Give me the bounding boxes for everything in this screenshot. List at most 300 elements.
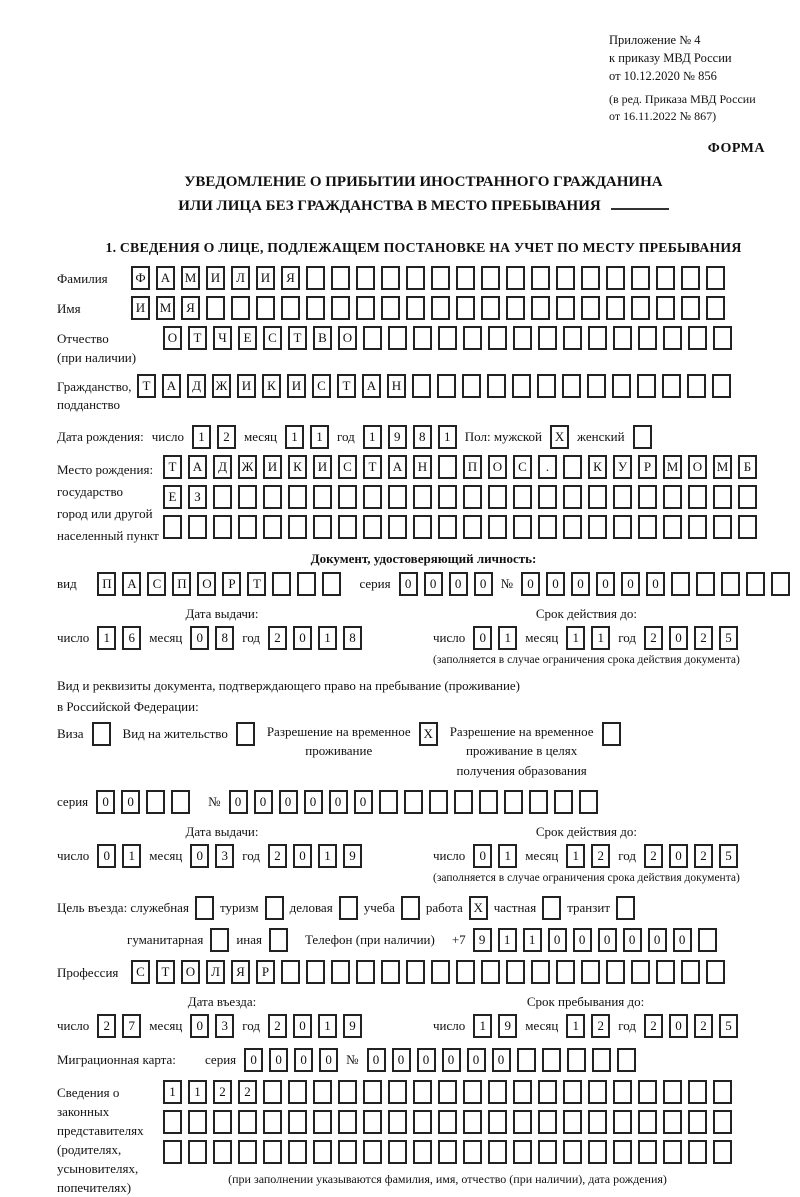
form-cell[interactable]: Ф (131, 266, 150, 290)
form-cell[interactable] (513, 1140, 532, 1164)
form-cell[interactable] (488, 1080, 507, 1104)
form-cell[interactable] (313, 1080, 332, 1104)
form-cell[interactable] (556, 266, 575, 290)
form-cell[interactable] (431, 266, 450, 290)
form-cell[interactable] (338, 515, 357, 539)
form-cell[interactable] (721, 572, 740, 596)
form-cell[interactable]: 1 (318, 626, 337, 650)
form-cell[interactable] (506, 296, 525, 320)
form-cell[interactable]: М (713, 455, 732, 479)
form-cell[interactable] (413, 1110, 432, 1134)
visa-checkbox[interactable] (92, 722, 111, 746)
form-cell[interactable] (713, 326, 732, 350)
form-cell[interactable]: 0 (673, 928, 692, 952)
form-cell[interactable]: 9 (473, 928, 492, 952)
form-cell[interactable]: 1 (363, 425, 382, 449)
form-cell[interactable] (463, 485, 482, 509)
form-cell[interactable]: 1 (498, 928, 517, 952)
form-cell[interactable]: 2 (644, 626, 663, 650)
form-cell[interactable] (413, 1140, 432, 1164)
form-cell[interactable] (463, 326, 482, 350)
form-cell[interactable]: 2 (238, 1080, 257, 1104)
form-cell[interactable]: 0 (474, 572, 493, 596)
form-cell[interactable]: 1 (566, 844, 585, 868)
form-cell[interactable] (671, 572, 690, 596)
form-cell[interactable] (588, 1140, 607, 1164)
form-cell[interactable] (562, 374, 581, 398)
form-cell[interactable] (706, 266, 725, 290)
form-cell[interactable]: Т (363, 455, 382, 479)
form-cell[interactable] (213, 1140, 232, 1164)
form-cell[interactable] (338, 485, 357, 509)
form-cell[interactable]: 0 (424, 572, 443, 596)
form-cell[interactable]: 0 (294, 1048, 313, 1072)
form-cell[interactable] (413, 515, 432, 539)
male-checkbox[interactable]: X (550, 425, 569, 449)
form-cell[interactable] (698, 928, 717, 952)
purpose-study-checkbox[interactable] (401, 896, 420, 920)
form-cell[interactable] (656, 296, 675, 320)
form-cell[interactable] (163, 1140, 182, 1164)
form-cell[interactable] (297, 572, 316, 596)
form-cell[interactable] (363, 515, 382, 539)
form-cell[interactable] (506, 960, 525, 984)
form-cell[interactable]: И (131, 296, 150, 320)
form-cell[interactable] (331, 266, 350, 290)
form-cell[interactable] (488, 515, 507, 539)
form-cell[interactable] (688, 485, 707, 509)
form-cell[interactable]: З (188, 485, 207, 509)
form-cell[interactable]: Я (181, 296, 200, 320)
form-cell[interactable]: С (513, 455, 532, 479)
form-cell[interactable]: 0 (190, 844, 209, 868)
form-cell[interactable] (406, 296, 425, 320)
form-cell[interactable]: 2 (591, 844, 610, 868)
form-cell[interactable] (363, 1110, 382, 1134)
form-cell[interactable] (429, 790, 448, 814)
form-cell[interactable]: 8 (343, 626, 362, 650)
form-cell[interactable]: 0 (367, 1048, 386, 1072)
form-cell[interactable]: К (288, 455, 307, 479)
form-cell[interactable]: 0 (546, 572, 565, 596)
form-cell[interactable]: 0 (648, 928, 667, 952)
form-cell[interactable]: 6 (122, 626, 141, 650)
form-cell[interactable]: 0 (293, 844, 312, 868)
form-cell[interactable] (163, 1110, 182, 1134)
form-cell[interactable] (713, 515, 732, 539)
form-cell[interactable]: 2 (268, 1014, 287, 1038)
form-cell[interactable] (288, 1080, 307, 1104)
form-cell[interactable] (438, 515, 457, 539)
form-cell[interactable] (206, 296, 225, 320)
form-cell[interactable]: С (312, 374, 331, 398)
form-cell[interactable]: 0 (304, 790, 323, 814)
form-cell[interactable] (263, 515, 282, 539)
form-cell[interactable]: О (688, 455, 707, 479)
form-cell[interactable]: 0 (319, 1048, 338, 1072)
form-cell[interactable] (313, 485, 332, 509)
form-cell[interactable]: Т (163, 455, 182, 479)
form-cell[interactable] (463, 1110, 482, 1134)
form-cell[interactable] (517, 1048, 536, 1072)
form-cell[interactable] (412, 374, 431, 398)
form-cell[interactable] (479, 790, 498, 814)
form-cell[interactable]: Р (222, 572, 241, 596)
form-cell[interactable]: П (97, 572, 116, 596)
form-cell[interactable]: Р (256, 960, 275, 984)
form-cell[interactable]: 1 (498, 626, 517, 650)
purpose-other-checkbox[interactable] (269, 928, 288, 952)
purpose-private-checkbox[interactable] (542, 896, 561, 920)
form-cell[interactable]: О (338, 326, 357, 350)
form-cell[interactable]: 0 (467, 1048, 486, 1072)
form-cell[interactable]: 0 (229, 790, 248, 814)
form-cell[interactable] (487, 374, 506, 398)
form-cell[interactable] (696, 572, 715, 596)
form-cell[interactable] (388, 1080, 407, 1104)
form-cell[interactable] (563, 326, 582, 350)
form-cell[interactable]: 0 (97, 844, 116, 868)
form-cell[interactable] (288, 1110, 307, 1134)
form-cell[interactable] (363, 1140, 382, 1164)
form-cell[interactable] (171, 790, 190, 814)
form-cell[interactable] (331, 296, 350, 320)
form-cell[interactable]: 0 (190, 1014, 209, 1038)
form-cell[interactable] (263, 485, 282, 509)
form-cell[interactable] (238, 1140, 257, 1164)
form-cell[interactable] (213, 1110, 232, 1134)
form-cell[interactable] (306, 266, 325, 290)
form-cell[interactable] (356, 266, 375, 290)
form-cell[interactable] (506, 266, 525, 290)
form-cell[interactable]: 9 (343, 844, 362, 868)
form-cell[interactable]: 1 (498, 844, 517, 868)
form-cell[interactable]: Т (188, 326, 207, 350)
form-cell[interactable]: И (206, 266, 225, 290)
form-cell[interactable]: 1 (473, 1014, 492, 1038)
form-cell[interactable] (263, 1080, 282, 1104)
form-cell[interactable]: 1 (97, 626, 116, 650)
form-cell[interactable]: О (197, 572, 216, 596)
form-cell[interactable]: Л (206, 960, 225, 984)
form-cell[interactable] (613, 1110, 632, 1134)
form-cell[interactable] (613, 515, 632, 539)
form-cell[interactable] (631, 296, 650, 320)
form-cell[interactable] (554, 790, 573, 814)
form-cell[interactable] (388, 1140, 407, 1164)
form-cell[interactable]: 0 (442, 1048, 461, 1072)
form-cell[interactable] (313, 1110, 332, 1134)
form-cell[interactable]: Ж (238, 455, 257, 479)
form-cell[interactable] (306, 960, 325, 984)
form-cell[interactable]: Т (156, 960, 175, 984)
form-cell[interactable]: Т (288, 326, 307, 350)
form-cell[interactable] (238, 485, 257, 509)
form-cell[interactable] (513, 1080, 532, 1104)
form-cell[interactable] (638, 515, 657, 539)
form-cell[interactable]: 0 (521, 572, 540, 596)
form-cell[interactable] (656, 266, 675, 290)
purpose-tourism-checkbox[interactable] (265, 896, 284, 920)
form-cell[interactable]: 0 (190, 626, 209, 650)
form-cell[interactable]: П (463, 455, 482, 479)
form-cell[interactable]: 2 (268, 844, 287, 868)
form-cell[interactable]: М (156, 296, 175, 320)
form-cell[interactable]: 2 (97, 1014, 116, 1038)
form-cell[interactable] (588, 515, 607, 539)
form-cell[interactable] (706, 296, 725, 320)
form-cell[interactable]: 0 (96, 790, 115, 814)
form-cell[interactable] (404, 790, 423, 814)
form-cell[interactable] (456, 266, 475, 290)
form-cell[interactable] (688, 1080, 707, 1104)
form-cell[interactable]: С (338, 455, 357, 479)
form-cell[interactable] (456, 296, 475, 320)
form-cell[interactable] (388, 326, 407, 350)
form-cell[interactable] (606, 296, 625, 320)
form-cell[interactable]: 2 (217, 425, 236, 449)
form-cell[interactable]: 2 (268, 626, 287, 650)
form-cell[interactable] (504, 790, 523, 814)
form-cell[interactable]: 0 (571, 572, 590, 596)
form-cell[interactable] (213, 485, 232, 509)
form-cell[interactable]: Д (213, 455, 232, 479)
form-cell[interactable] (738, 515, 757, 539)
form-cell[interactable] (556, 296, 575, 320)
form-cell[interactable] (613, 1140, 632, 1164)
form-cell[interactable]: Ч (213, 326, 232, 350)
purpose-transit-checkbox[interactable] (616, 896, 635, 920)
form-cell[interactable]: 0 (417, 1048, 436, 1072)
form-cell[interactable]: Б (738, 455, 757, 479)
form-cell[interactable]: М (663, 455, 682, 479)
purpose-official-checkbox[interactable] (195, 896, 214, 920)
form-cell[interactable] (538, 326, 557, 350)
form-cell[interactable] (663, 485, 682, 509)
form-cell[interactable]: А (188, 455, 207, 479)
form-cell[interactable] (463, 515, 482, 539)
form-cell[interactable]: Н (387, 374, 406, 398)
form-cell[interactable] (663, 1140, 682, 1164)
form-cell[interactable] (306, 296, 325, 320)
form-cell[interactable] (529, 790, 548, 814)
form-cell[interactable] (281, 960, 300, 984)
form-cell[interactable] (613, 1080, 632, 1104)
form-cell[interactable]: 0 (492, 1048, 511, 1072)
form-cell[interactable] (638, 326, 657, 350)
form-cell[interactable] (771, 572, 790, 596)
form-cell[interactable] (563, 485, 582, 509)
form-cell[interactable] (338, 1080, 357, 1104)
form-cell[interactable]: 0 (621, 572, 640, 596)
form-cell[interactable]: А (162, 374, 181, 398)
form-cell[interactable]: 0 (473, 844, 492, 868)
form-cell[interactable] (631, 266, 650, 290)
form-cell[interactable] (488, 1140, 507, 1164)
form-cell[interactable] (146, 790, 165, 814)
form-cell[interactable] (567, 1048, 586, 1072)
form-cell[interactable]: 0 (269, 1048, 288, 1072)
form-cell[interactable] (563, 1080, 582, 1104)
form-cell[interactable] (454, 790, 473, 814)
form-cell[interactable] (463, 1140, 482, 1164)
form-cell[interactable] (163, 515, 182, 539)
form-cell[interactable]: Т (137, 374, 156, 398)
form-cell[interactable]: 1 (318, 1014, 337, 1038)
form-cell[interactable]: Е (163, 485, 182, 509)
form-cell[interactable] (613, 485, 632, 509)
form-cell[interactable] (617, 1048, 636, 1072)
form-cell[interactable] (563, 1110, 582, 1134)
form-cell[interactable]: 0 (279, 790, 298, 814)
form-cell[interactable]: 1 (192, 425, 211, 449)
form-cell[interactable] (413, 326, 432, 350)
form-cell[interactable]: О (488, 455, 507, 479)
form-cell[interactable]: 0 (449, 572, 468, 596)
form-cell[interactable] (681, 960, 700, 984)
form-cell[interactable]: 1 (310, 425, 329, 449)
form-cell[interactable] (431, 960, 450, 984)
form-cell[interactable]: 3 (215, 844, 234, 868)
form-cell[interactable] (363, 485, 382, 509)
form-cell[interactable] (388, 485, 407, 509)
form-cell[interactable]: 2 (694, 626, 713, 650)
form-cell[interactable]: О (163, 326, 182, 350)
form-cell[interactable] (512, 374, 531, 398)
form-cell[interactable]: И (287, 374, 306, 398)
form-cell[interactable]: 1 (285, 425, 304, 449)
form-cell[interactable] (488, 485, 507, 509)
form-cell[interactable]: 0 (293, 626, 312, 650)
form-cell[interactable] (438, 326, 457, 350)
form-cell[interactable] (688, 515, 707, 539)
form-cell[interactable] (313, 515, 332, 539)
form-cell[interactable] (588, 485, 607, 509)
form-cell[interactable] (588, 1110, 607, 1134)
form-cell[interactable]: 9 (498, 1014, 517, 1038)
form-cell[interactable] (556, 960, 575, 984)
form-cell[interactable] (338, 1110, 357, 1134)
form-cell[interactable]: 8 (413, 425, 432, 449)
form-cell[interactable]: 2 (694, 844, 713, 868)
form-cell[interactable]: 0 (354, 790, 373, 814)
form-cell[interactable] (438, 1080, 457, 1104)
form-cell[interactable] (513, 1110, 532, 1134)
form-cell[interactable]: А (362, 374, 381, 398)
form-cell[interactable] (592, 1048, 611, 1072)
form-cell[interactable] (542, 1048, 561, 1072)
form-cell[interactable]: 1 (438, 425, 457, 449)
form-cell[interactable]: 5 (719, 626, 738, 650)
form-cell[interactable]: Я (281, 266, 300, 290)
form-cell[interactable] (681, 296, 700, 320)
form-cell[interactable] (481, 296, 500, 320)
form-cell[interactable] (581, 266, 600, 290)
form-cell[interactable] (513, 515, 532, 539)
form-cell[interactable] (681, 266, 700, 290)
form-cell[interactable] (188, 1110, 207, 1134)
form-cell[interactable]: 5 (719, 1014, 738, 1038)
form-cell[interactable] (256, 296, 275, 320)
form-cell[interactable]: 0 (473, 626, 492, 650)
form-cell[interactable]: 7 (122, 1014, 141, 1038)
form-cell[interactable] (188, 1140, 207, 1164)
form-cell[interactable] (288, 485, 307, 509)
form-cell[interactable]: 2 (694, 1014, 713, 1038)
form-cell[interactable]: 9 (343, 1014, 362, 1038)
form-cell[interactable] (656, 960, 675, 984)
form-cell[interactable]: 0 (293, 1014, 312, 1038)
form-cell[interactable]: 2 (213, 1080, 232, 1104)
form-cell[interactable] (381, 296, 400, 320)
form-cell[interactable]: Ж (212, 374, 231, 398)
form-cell[interactable] (363, 1080, 382, 1104)
form-cell[interactable] (587, 374, 606, 398)
form-cell[interactable] (531, 960, 550, 984)
form-cell[interactable] (688, 1110, 707, 1134)
form-cell[interactable]: Л (231, 266, 250, 290)
form-cell[interactable] (738, 485, 757, 509)
form-cell[interactable] (713, 485, 732, 509)
form-cell[interactable] (438, 1110, 457, 1134)
form-cell[interactable]: 5 (719, 844, 738, 868)
form-cell[interactable]: И (256, 266, 275, 290)
form-cell[interactable] (663, 1110, 682, 1134)
form-cell[interactable] (579, 790, 598, 814)
form-cell[interactable] (538, 485, 557, 509)
form-cell[interactable] (538, 1110, 557, 1134)
form-cell[interactable] (413, 485, 432, 509)
form-cell[interactable]: Т (337, 374, 356, 398)
form-cell[interactable]: 2 (644, 844, 663, 868)
form-cell[interactable]: 0 (623, 928, 642, 952)
form-cell[interactable] (581, 296, 600, 320)
form-cell[interactable]: . (538, 455, 557, 479)
form-cell[interactable] (281, 296, 300, 320)
form-cell[interactable]: П (172, 572, 191, 596)
form-cell[interactable]: А (388, 455, 407, 479)
form-cell[interactable]: Р (638, 455, 657, 479)
form-cell[interactable] (238, 1110, 257, 1134)
form-cell[interactable] (437, 374, 456, 398)
form-cell[interactable]: Т (247, 572, 266, 596)
form-cell[interactable] (288, 515, 307, 539)
form-cell[interactable]: Е (238, 326, 257, 350)
form-cell[interactable] (637, 374, 656, 398)
form-cell[interactable]: 0 (573, 928, 592, 952)
form-cell[interactable]: 0 (254, 790, 273, 814)
form-cell[interactable]: Д (187, 374, 206, 398)
purpose-humanitarian-checkbox[interactable] (210, 928, 229, 952)
form-cell[interactable] (713, 1080, 732, 1104)
education-residence-permit-checkbox[interactable] (602, 722, 621, 746)
form-cell[interactable] (538, 515, 557, 539)
form-cell[interactable] (463, 1080, 482, 1104)
form-cell[interactable]: 1 (163, 1080, 182, 1104)
form-cell[interactable] (381, 266, 400, 290)
form-cell[interactable]: 1 (566, 626, 585, 650)
form-cell[interactable]: 9 (388, 425, 407, 449)
form-cell[interactable] (638, 1110, 657, 1134)
form-cell[interactable] (488, 326, 507, 350)
form-cell[interactable] (331, 960, 350, 984)
form-cell[interactable] (663, 515, 682, 539)
form-cell[interactable]: 2 (644, 1014, 663, 1038)
form-cell[interactable] (488, 1110, 507, 1134)
form-cell[interactable] (438, 455, 457, 479)
form-cell[interactable] (313, 1140, 332, 1164)
form-cell[interactable]: 0 (329, 790, 348, 814)
